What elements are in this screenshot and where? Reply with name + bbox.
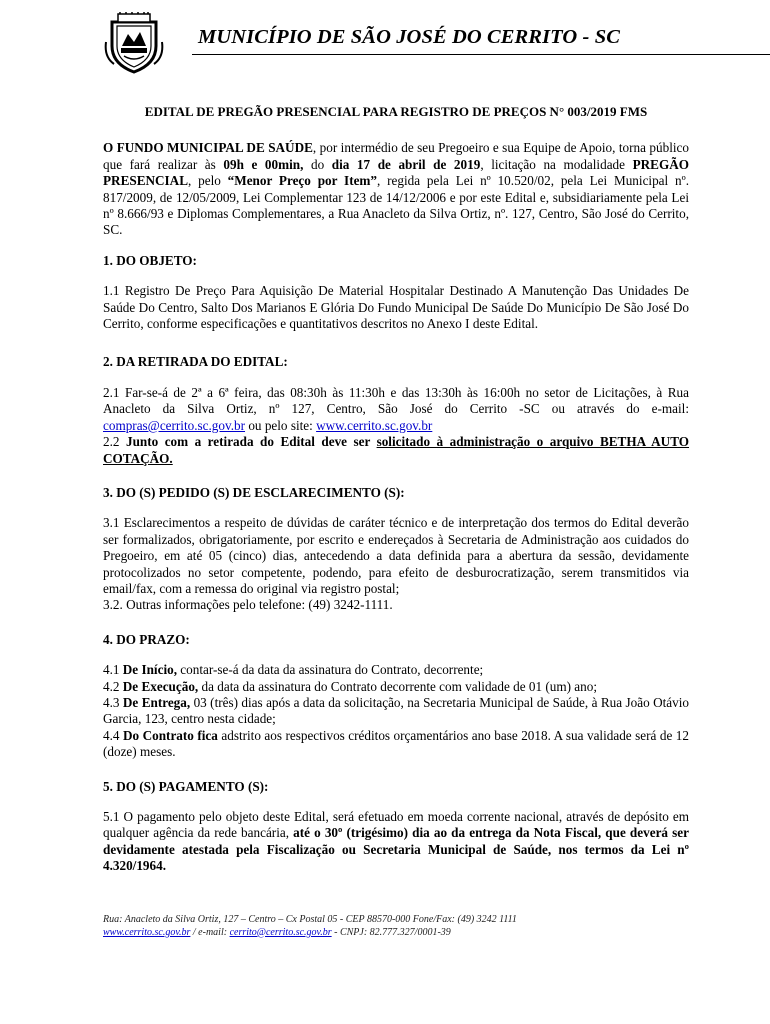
section-3-1: 3.1 Esclarecimentos a respeito de dúvidas de caráter técnico e de interpretação dos termos do Edital deverão ser formalizados, obrigatoriamente, por escrito e endereçados à Secretaria de Administração aos cuidados do Pregoeiro, em até 05 (cinco) dias, antecedendo a data definida para a abertura da sessão, devidamente protocolizados no setor competente, podendo, para efeito de desburocratização, serem transmitidos via email/fax, com a remessa do original via registro postal;: [103, 515, 689, 596]
section-2-1-text: 2.1 Far-se-á de 2ª a 6ª feira, das 08:30h às 11:30h e das 13:30h às 16:00h no setor de Licitações, à Rua Anacleto da Silva Ortiz, nº 127, Centro, São José do Cerrito -SC ou através do e-mail:: [103, 384, 689, 417]
edital-title: EDITAL DE PREGÃO PRESENCIAL PARA REGISTRO DE PREÇOS N° 003/2019 FMS: [144, 104, 648, 119]
section-5-1-bold: até o 30º (trigésimo) dia ao da entrega da Nota Fiscal, que deverá ser devidamente atestada pela Fiscalização ou Secretaria Municipal de Saúde, nos termos da Lei nº 4.320/1964.: [103, 825, 689, 874]
section-2-2-bold: Junto com a retirada do Edital deve ser: [125, 434, 377, 450]
intro-paragraph: [103, 140, 689, 238]
footer-separator: / e-mail:: [190, 926, 230, 938]
item-num: 4.3: [103, 694, 123, 710]
footer-cnpj: - CNPJ: 82.777.327/0001-39: [331, 926, 451, 938]
municipality-title: MUNICÍPIO DE SÃO JOSÉ DO CERRITO - SC: [198, 26, 620, 48]
header-rule: [192, 54, 770, 55]
section-4-3: [103, 695, 689, 728]
email-link[interactable]: compras@cerrito.sc.gov.br: [103, 417, 246, 433]
section-heading-pagamento: 5. DO (S) PAGAMENTO (S):: [103, 778, 269, 794]
intro-text: , por intermédio de seu Pregoeiro e sua Equipe de Apoio, torna público que fará realizar às: [103, 140, 689, 172]
intro-bold: “Menor Preço por Item”: [227, 173, 378, 189]
municipal-crest-icon: [104, 12, 164, 74]
section-2-2-underlined: solicitado à administração o arquivo BETHA AUTO COTAÇÃO.: [103, 434, 690, 466]
item-num: 4.4: [103, 727, 123, 743]
footer-site-link[interactable]: www.cerrito.sc.gov.br: [103, 926, 191, 938]
footer-address: Rua: Anacleto da Silva Ortiz, 127 – Centro – Cx Postal 05 - CEP 88570-000 Fone/Fax: (49) 3242 1111: [103, 914, 517, 925]
section-heading-prazo: 4. DO PRAZO:: [103, 631, 190, 647]
intro-bold: O FUNDO MUNICIPAL DE SAÚDE: [103, 140, 313, 156]
item-num: 4.1: [103, 662, 123, 678]
item-bold: De Entrega,: [122, 694, 191, 710]
item-text: 03 (três) dias após a data da solicitação, na Secretaria Municipal de Saúde, à Rua João Otávio Garcia, 123, centro nesta cidade;: [103, 694, 690, 727]
section-4-4: [103, 728, 689, 761]
intro-text: , regida pela Lei nº 10.520/02, pela Lei Municipal nº. 817/2009, de 12/05/2009, Lei Complementar 123 de 14/12/2006 e por este Edital e, subsidiariamente pela Lei nº 8.666/93 e Diplomas Complementares, a Rua Anacleto da Silva Ortiz, nº. 127, Centro, São José do Cerrito, SC.: [103, 173, 689, 238]
item-text: adstrito aos respectivos créditos orçamentários ano base 2018. A sua validade será de 12 (doze) meses.: [103, 727, 689, 760]
document-body: [103, 104, 689, 875]
section-3-2: 3.2. Outras informações pelo telefone: (49) 3242-1111.: [103, 597, 393, 613]
section-heading-retirada: 2. DA RETIRADA DO EDITAL:: [103, 354, 288, 370]
section-heading-esclarecimento: 3. DO (S) PEDIDO (S) DE ESCLARECIMENTO (S):: [103, 484, 405, 500]
footer-contacts: [103, 927, 517, 940]
section-4-1: [103, 662, 689, 678]
item-text: contar-se-á da data da assinatura do Contrato, decorrente;: [177, 662, 484, 678]
footer-email-link[interactable]: cerrito@cerrito.sc.gov.br: [229, 926, 332, 938]
page-footer: [103, 914, 517, 939]
intro-bold: 09h e 00min,: [223, 156, 304, 172]
section-2-2-num: 2.2: [103, 434, 126, 450]
section-5-1-text: 5.1 O pagamento pelo objeto deste Edital, será efetuado em moeda corrente nacional, através de depósito em qualquer agência da rede bancária,: [103, 809, 689, 841]
intro-text: , licitação na modalidade: [480, 156, 633, 172]
section-heading-objeto: 1. DO OBJETO:: [103, 252, 197, 268]
item-num: 4.2: [103, 678, 123, 694]
section-5-1: [103, 809, 689, 875]
intro-bold: dia 17 de abril de 2019: [331, 156, 481, 172]
item-text: da data da assinatura do Contrato decorrente com validade de 01 (um) ano;: [198, 678, 598, 694]
intro-text: , pelo: [188, 173, 228, 189]
section-4-2: [103, 679, 689, 695]
intro-bold: PREGÃO PRESENCIAL: [103, 156, 689, 189]
site-link[interactable]: www.cerrito.sc.gov.br: [316, 417, 433, 433]
section-2-1-text: ou pelo site:: [245, 417, 317, 433]
item-bold: De Início,: [122, 662, 177, 678]
item-bold: De Execução,: [122, 678, 199, 694]
intro-text: do: [303, 156, 332, 172]
item-bold: Do Contrato fica: [122, 727, 218, 743]
section-1-1: 1.1 Registro De Preço Para Aquisição De Material Hospitalar Destinado A Manutenção Das Unidades De Saúde Do Centro, Salto Dos Marianos E Glória Do Fundo Municipal De Saúde Do Município De São José Do Cerrito, conforme especificações e quantitativos descritos no Anexo I deste Edital.: [103, 283, 689, 332]
section-2-2: [103, 434, 689, 467]
section-2-1: [103, 385, 689, 434]
